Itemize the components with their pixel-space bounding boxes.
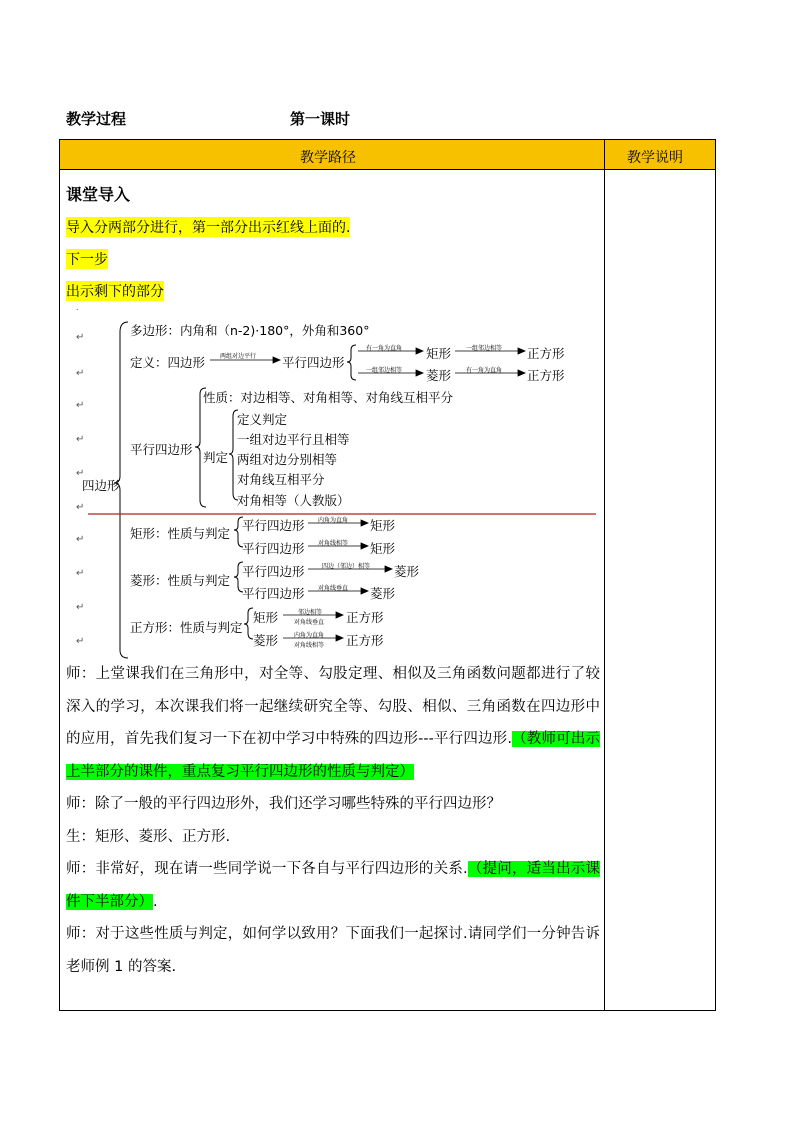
rect-row-to: 矩形 <box>370 518 396 533</box>
parallelogram-property: 性质：对边相等、对角相等、对角线互相平分 <box>203 390 454 405</box>
arrow-label-adj-sides: 一组邻边相等 <box>466 345 503 352</box>
dialogue-paragraph-4 <box>66 853 600 918</box>
judge-item: 一组对边平行且相等 <box>237 432 350 447</box>
definition-label: 定义：四边形 <box>130 355 206 370</box>
rect-row-from: 平行四边形 <box>242 518 305 533</box>
rhombus-row-arrow: 对角线垂直 <box>318 585 349 592</box>
polygon-fact: 多边形：内角和（n-2)·180°，外角和360° <box>130 323 370 338</box>
arrow-label-adj-sides-2: 一组邻边相等 <box>366 367 403 374</box>
arrow-square-a-head <box>518 348 525 354</box>
square-row-to: 正方形 <box>346 610 384 625</box>
rhombus-row-to: 菱形 <box>394 564 420 579</box>
return-mark: ↵ <box>76 502 85 513</box>
teacher-note: （提问，适当出示课件下半部分） <box>66 861 601 910</box>
dialogue-paragraph-3: 生：矩形、菱形、正方形. <box>66 829 231 845</box>
def-arrow-head <box>273 357 280 363</box>
rhombus-row-from: 平行四边形 <box>242 564 305 579</box>
rect-row-arrow: 对角线相等 <box>318 540 349 547</box>
def-arrow-label: 两组对边平行 <box>220 353 257 360</box>
judge-item: 两组对边分别相等 <box>237 452 338 467</box>
judge-item: 定义判定 <box>237 412 288 427</box>
def-rect: 矩形 <box>426 346 452 361</box>
teacher-note: （教师可出示上半部分的课件，重点复习平行四边形的性质与判定） <box>66 731 600 780</box>
section-title: 课堂导入 <box>66 185 131 204</box>
def-square-b: 正方形 <box>527 368 565 383</box>
return-mark: ↵ <box>76 332 85 343</box>
square-label: 正方形：性质与判定 <box>130 620 243 635</box>
rect-arrow1-head <box>361 520 368 526</box>
rect-row-to: 矩形 <box>370 541 396 556</box>
return-mark: ↵ <box>76 602 85 613</box>
return-mark: ↵ <box>76 568 85 579</box>
square-row-from: 矩形 <box>253 610 279 625</box>
square-row-to: 正方形 <box>346 633 384 648</box>
parallelogram-label: 平行四边形 <box>130 442 193 457</box>
arrow-rhombus-head <box>416 370 423 376</box>
arrow-rect-head <box>416 348 423 354</box>
judge-item: 对角相等（人教版） <box>237 493 350 508</box>
return-mark: ↵ <box>76 434 85 445</box>
return-mark: ↵ <box>76 534 85 545</box>
judge-item: 对角线互相平分 <box>237 472 325 487</box>
intro-line-1: 导入分两部分进行，第一部分出示红线上面的. <box>66 217 350 237</box>
process-heading: 教学过程 <box>66 110 127 128</box>
square-row-arrow-top: 邻边相等 <box>298 609 323 616</box>
dialogue-text: 师：上堂课我们在三角形中，对全等、勾股定理、相似及三角函数问题都进行了较深入的学习，本次课我们将一起继续研究全等、勾股、相似、三角函数在四边形中的应用，首先我们复习一下在初中学习中特殊的四边形---平行四边形. <box>66 666 600 747</box>
intro-line-2: 下一步 <box>66 249 108 269</box>
dialogue-text: 师：非常好，现在请一些同学说一下各自与平行四边形的关系. <box>66 861 468 877</box>
rect-arrow2-head <box>361 543 368 549</box>
diagram-root: 四边形 <box>82 478 120 493</box>
dialogue-text: . <box>153 893 158 910</box>
def-brace <box>347 345 356 380</box>
column-header-path: 教学路径 <box>300 150 356 166</box>
dialogue-paragraph-2: 师：除了一般的平行四边形外，我们还学习哪些特殊的平行四边形？ <box>66 796 501 812</box>
arrow-label-right-angle-2: 有一角为直角 <box>466 367 503 374</box>
square-brace <box>244 608 253 639</box>
square-row-arrow-bottom: 对角线垂直 <box>294 619 325 626</box>
rh-arrow1-head <box>385 566 392 572</box>
arrow-label-right-angle: 有一角为直角 <box>366 345 403 352</box>
rh-arrow2-head <box>361 588 368 594</box>
return-mark: ↵ <box>76 400 85 411</box>
def-rhombus: 菱形 <box>426 368 452 383</box>
rect-label: 矩形：性质与判定 <box>130 526 231 541</box>
rhombus-row-arrow: 四边（邻边）相等 <box>322 563 371 570</box>
rect-row-from: 平行四边形 <box>242 541 305 556</box>
rhombus-label: 菱形：性质与判定 <box>130 573 231 588</box>
paragraph-mark: . <box>76 303 79 312</box>
def-square-a: 正方形 <box>527 346 565 361</box>
return-mark: ↵ <box>76 636 85 647</box>
square-row-from: 菱形 <box>253 633 279 648</box>
sq-arrow1-head <box>336 612 343 618</box>
rect-row-arrow: 内角为直角 <box>318 517 349 524</box>
lesson-heading: 第一课时 <box>290 110 351 128</box>
column-header-note: 教学说明 <box>627 150 683 166</box>
return-mark: ↵ <box>76 468 85 479</box>
dialogue-paragraph-5: 师：对于这些性质与判定，如何学以致用？下面我们一起探讨.请同学们一分钟告诉老师例 1 的答案. <box>66 926 600 975</box>
arrow-square-b-head <box>518 370 525 376</box>
rhombus-row-from: 平行四边形 <box>242 586 305 601</box>
square-row-arrow-top: 内角为直角 <box>294 632 325 639</box>
rhombus-row-to: 菱形 <box>370 586 396 601</box>
def-parallelogram: 平行四边形 <box>282 355 345 370</box>
judge-label: 判定 <box>203 450 229 465</box>
dialogue-paragraph-1 <box>66 658 600 788</box>
return-mark: ↵ <box>76 368 85 379</box>
intro-line-3: 出示剩下的部分 <box>66 281 164 301</box>
square-row-arrow-bottom: 对角线相等 <box>294 642 325 649</box>
sq-arrow2-head <box>336 635 343 641</box>
